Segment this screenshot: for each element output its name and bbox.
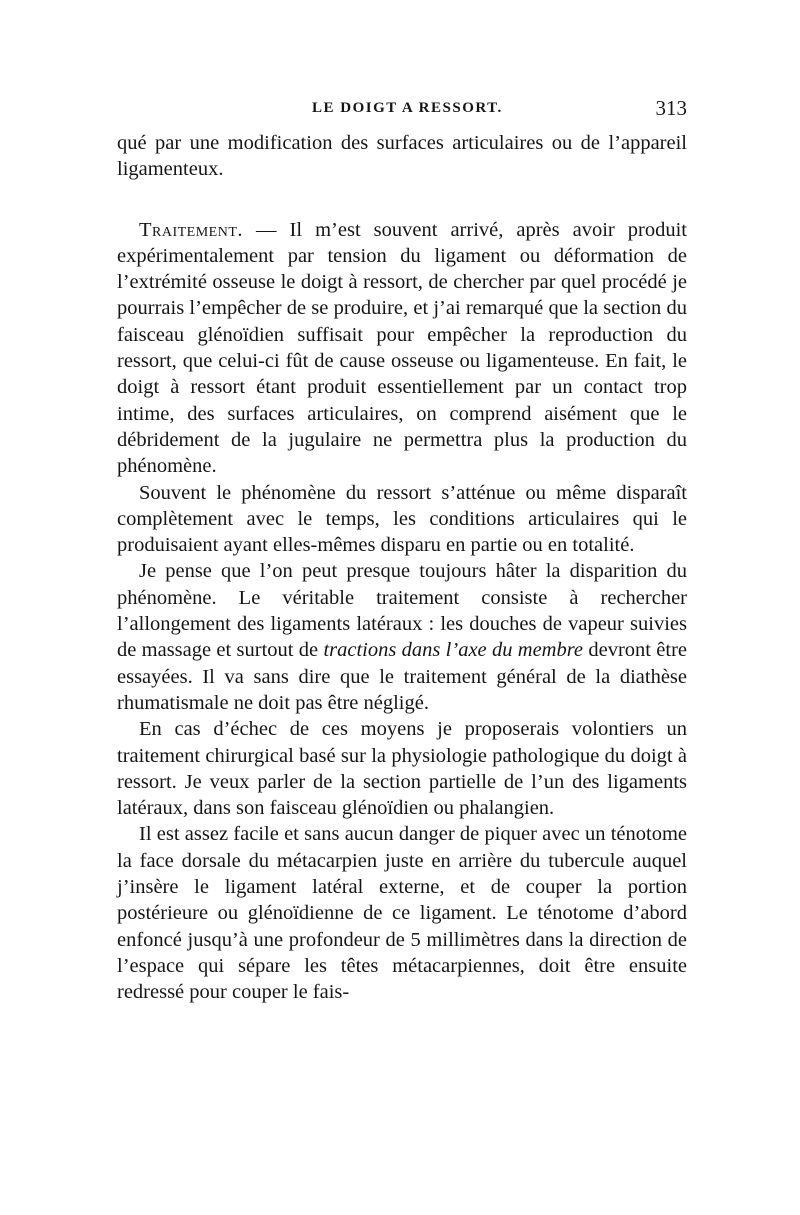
running-title: LE DOIGT A RESSORT. bbox=[312, 100, 503, 116]
paragraph-true-treatment bbox=[117, 558, 687, 716]
page-number: 313 bbox=[655, 96, 687, 120]
paragraph-true-treatment-text-b: devront être essayées. Il va sans dire que le traitement général de la diathèse rhumatismale ne doit pas être négligé. bbox=[117, 639, 688, 714]
book-page bbox=[117, 96, 687, 1006]
paragraph-treatment bbox=[117, 217, 687, 480]
paragraph-treatment-text: — Il m’est souvent arrivé, après avoir produit expérimentalement par tension du ligament ou déformation de l’extrémité osseuse le doigt à ressort, de chercher par quel procédé je pourrais l’empêcher de se produire, et j’ai remarqué que la section du faisceau glénoïdien suffisait pour empêcher la reproduction du ressort, que celui-ci fût de cause osseuse ou ligamenteuse. En fait, le doigt à ressort étant produit essentiellement par un contact trop intime, des surfaces articulaires, on comprend aisément que le débridement de la jugulaire ne permettra plus la production du phénomène. bbox=[117, 218, 687, 478]
paragraph-attenuation: Souvent le phénomène du ressort s’atténue ou même disparaît complètement avec le temps, les conditions articulaires qui le produisaient ayant elles-mêmes disparu en partie ou en totalité. bbox=[117, 481, 687, 557]
italic-emphasis: tractions dans l’axe du membre bbox=[323, 639, 584, 662]
paragraph-tenotome: Il est assez facile et sans aucun danger de piquer avec un ténotome la face dorsale du métacarpien juste en arrière du tubercule auquel j’insère le ligament latéral externe, et de couper la portion postérieure ou glénoïdienne de ce ligament. Le ténotome d’abord enfoncé jusqu’à une profondeur de 5 millimètres dans la direction de l’espace qui sépare les têtes métacarpiennes, doit être ensuite redressé pour couper le fais- bbox=[117, 823, 687, 1004]
running-head bbox=[117, 96, 687, 130]
body-text bbox=[117, 130, 687, 1006]
paragraph-true-treatment-text-a: Je pense que l’on peut presque toujours hâter la disparition du phénomène. Le véritable traitement consiste à rechercher l’allongement des ligaments latéraux : les douches de vapeur suivies de massage et surtout de bbox=[117, 560, 687, 662]
section-label-traitement: Traitement. bbox=[139, 218, 244, 241]
paragraph-surgical: En cas d’échec de ces moyens je proposerais volontiers un traitement chirurgical basé sur la physiologie pathologique du doigt à ressort. Je veux parler de la section partielle de l’un des ligaments latéraux, dans son faisceau glénoïdien ou phalangien. bbox=[117, 718, 687, 820]
section-gap bbox=[117, 183, 687, 217]
paragraph-continuation: qué par une modification des surfaces articulaires ou de l’appareil ligamenteux. bbox=[117, 132, 687, 181]
